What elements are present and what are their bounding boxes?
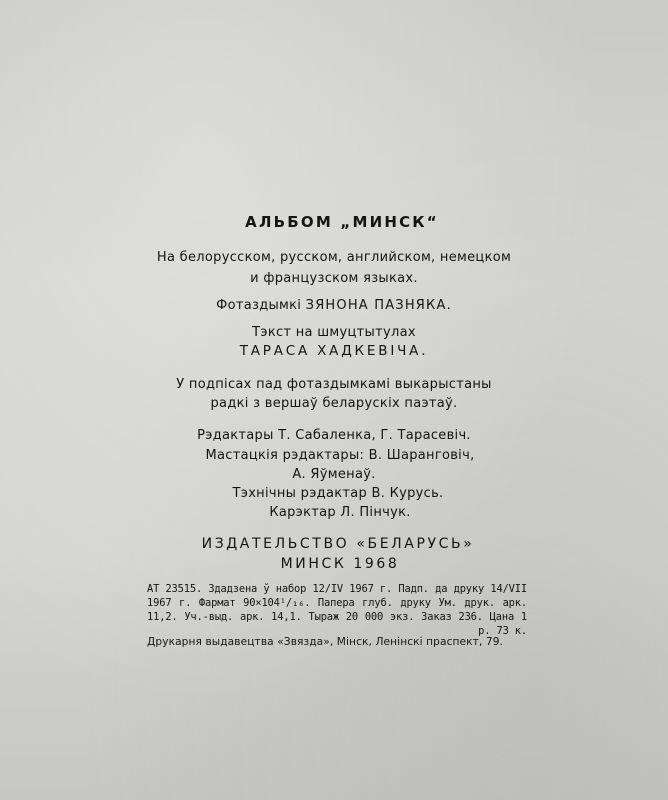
captions-note-line-1: У подпісах пад фотаздымкамі выкарыстаны bbox=[176, 377, 492, 392]
text-author-label: Тэкст на шмуцтытулах bbox=[252, 325, 416, 340]
credit-technical-editor: Тэхнічны рэдактар В. Курусь. bbox=[232, 486, 444, 501]
printer-line: Друкарня выдавецтва «Звязда», Мінск, Ленінскі праспект, 79. bbox=[147, 636, 504, 648]
credit-editors: Рэдактары Т. Сабаленка, Г. Тарасевіч. bbox=[197, 428, 471, 443]
captions-note-line-2: радкі з вершаў беларускіх паэтаў. bbox=[210, 396, 458, 411]
languages-line-2: и французском языках. bbox=[250, 271, 418, 286]
text-author-name: ТАРАСА ХАДКЕВІЧА. bbox=[239, 343, 429, 359]
photographer-name: ЗЯНОНА ПАЗНЯКА. bbox=[305, 298, 452, 313]
publisher-city-year: МИНСК 1968 bbox=[280, 556, 400, 572]
album-title: АЛЬБОМ „МИНСК“ bbox=[245, 213, 439, 231]
languages-line-1: На белорусском, русском, английском, немецком bbox=[156, 250, 512, 265]
credit-art-editors-cont: А. Яўменаў. bbox=[292, 467, 376, 482]
photographer-credit bbox=[0, 299, 668, 312]
credit-proofreader: Карэктар Л. Пінчук. bbox=[269, 505, 411, 520]
credit-art-editors: Мастацкія рэдактары: В. Шаранговіч, bbox=[205, 448, 475, 463]
imprint-block: АТ 23515. Здадзена ў набор 12/IV 1967 г. Падп. да друку 14/VII 1967 г. Фармат 90×104¹/₁₆. Папера глуб. друку Ум. друк. арк. 11,2. Уч.-выд. арк. 14,1. Тыраж 20 000 экз. Заказ 236. Цана 1 р. 73 к. bbox=[147, 583, 527, 637]
photographer-prefix: Фотаздымкі bbox=[216, 298, 302, 313]
publisher-name: ИЗДАТЕЛЬСТВО «БЕЛАРУСЬ» bbox=[201, 536, 475, 552]
